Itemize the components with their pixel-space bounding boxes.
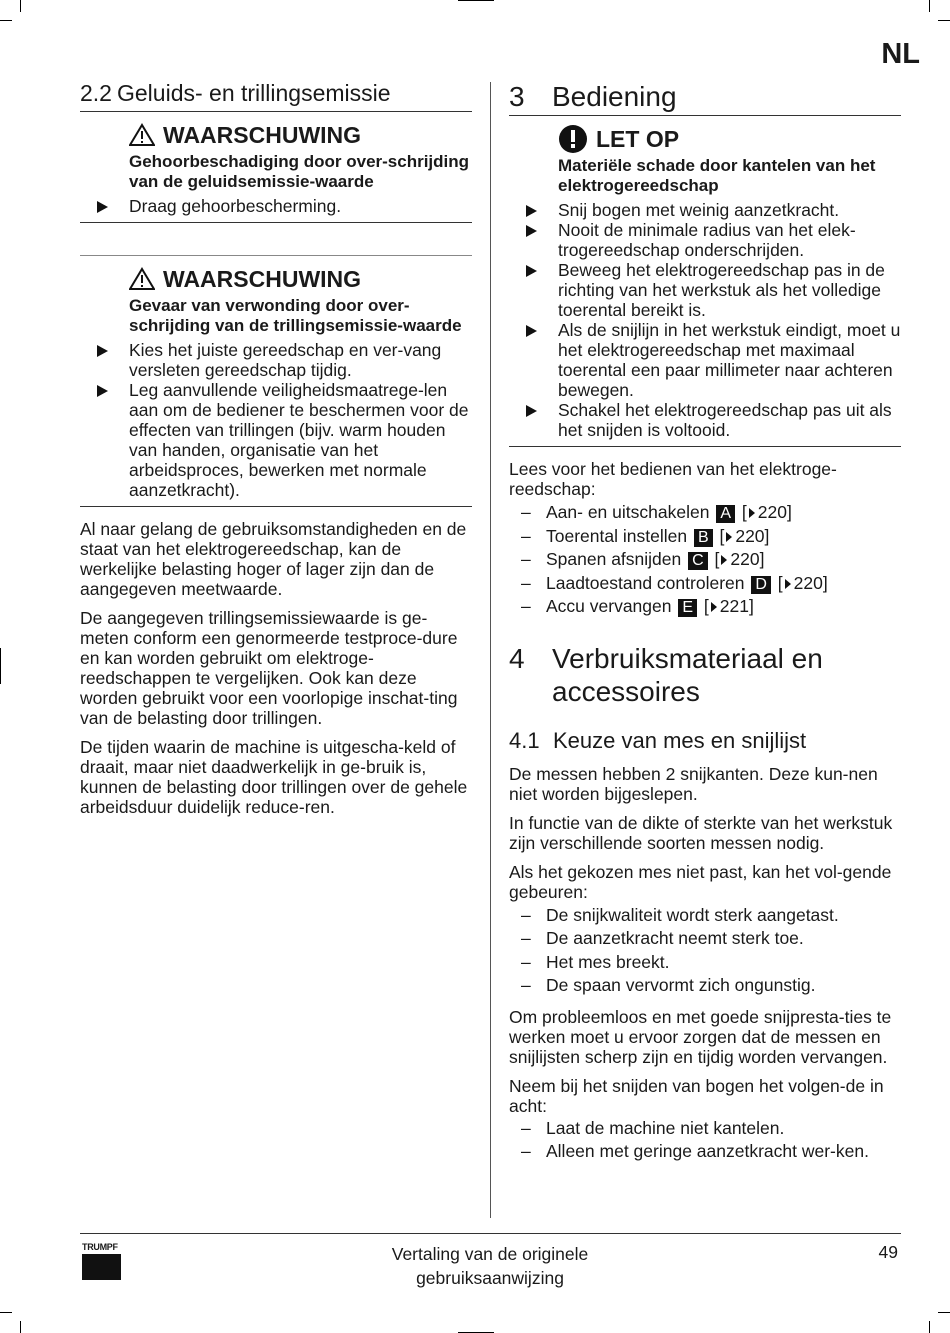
footer-rule <box>80 1233 901 1234</box>
section-number: 4.1 <box>509 727 540 753</box>
warning-title: WAARSCHUWING <box>163 121 362 148</box>
operations-list <box>509 501 901 619</box>
page-ref-arrow-icon <box>785 579 791 589</box>
list-item: – De aanzetkracht neemt sterk toe. <box>509 927 901 951</box>
crop-mark <box>929 0 930 12</box>
crop-mark <box>938 1312 950 1313</box>
page-ref-arrow-icon <box>726 532 732 542</box>
column-divider <box>490 82 491 1218</box>
warning-header <box>129 120 472 150</box>
list-item: – De snijkwaliteit wordt sterk aangetast. <box>509 904 901 928</box>
crop-mark <box>0 648 1 684</box>
page-ref-arrow-icon <box>749 508 755 518</box>
operation-item: – Accu vervangen E [ 221] <box>509 595 901 619</box>
figure-badge: E <box>678 599 697 617</box>
warning-steps <box>80 196 472 216</box>
list-item: – De spaan vervormt zich ongunstig. <box>509 974 901 998</box>
crop-mark <box>0 1312 12 1313</box>
section-heading-4 <box>509 642 901 710</box>
list-item: – Laat de machine niet kantelen. <box>509 1118 901 1138</box>
crop-mark <box>0 20 12 21</box>
crop-mark <box>938 20 950 21</box>
step-item: Schakel het elektrogereedschap pas uit als het snijden is voltooid. <box>509 400 901 440</box>
exclamation-circle-icon <box>558 124 588 154</box>
paragraph: De messen hebben 2 snijkanten. Deze kun-nen niet worden bijgeslepen. <box>509 763 878 804</box>
section-heading-2-2 <box>80 80 472 112</box>
section-heading-4-1 <box>509 728 901 754</box>
figure-badge: D <box>751 576 771 594</box>
operation-label: Spanen afsnijden <box>546 549 682 569</box>
notice-subtitle: Materiële schade door kantelen van het elektrogereedschap <box>558 156 876 195</box>
step-item: Leg aanvullende veiligheidsmaatrege-len aan om de bediener te beschermen voor de effecten van trillingen (bijv. warm houden van handen, organisatie van het arbeidsproces, bewerken met normale aanzetkracht). <box>80 380 472 500</box>
section-number: 2.2 <box>80 80 112 106</box>
page-ref-arrow-icon <box>721 555 727 565</box>
logo-block <box>82 1254 121 1280</box>
operation-item: – Laadtoestand controleren D [ 220] <box>509 572 901 596</box>
step-item: Als de snijlijn in het werkstuk eindigt, moet u het elektrogereedschap met maximaal toerental een paar millimeter naar achteren bewegen. <box>509 320 901 400</box>
section-title: Geluids- en trillingsemissie <box>117 80 391 106</box>
section-number: 4 <box>509 642 525 674</box>
paragraph-intro: Lees voor het bedienen van het elektroge-reedschap: <box>509 459 837 499</box>
crop-mark <box>20 0 21 12</box>
logo-wordmark: TRUMPF <box>82 1242 118 1252</box>
notice-box <box>509 116 901 447</box>
step-item: Beweeg het elektrogereedschap pas in de richting van het werkstuk als het volledige toerental bereikt is. <box>509 260 901 320</box>
operation-label: Accu vervangen <box>546 596 672 616</box>
crop-mark <box>929 1321 930 1333</box>
paragraph: De aangegeven trillingsemissiewaarde is ge-meten conform een genormeerde testproce-dure en kan worden gebruikt om elektroge-reedschappen te vergelijken. Ook kan deze worden gebruikt voor een voorlopige inschat-ting van de belasting door trillingen. <box>80 608 458 728</box>
warning-box-noise <box>80 112 472 223</box>
step-item: Kies het juiste gereedschap en ver-vang versleten gereedschap tijdig. <box>80 340 472 380</box>
warning-steps <box>80 340 472 500</box>
page-ref-link[interactable]: 220 <box>757 502 787 522</box>
footer-line-2: gebruiksaanwijzing <box>416 1268 564 1288</box>
notice-steps <box>509 200 901 440</box>
step-item: Snij bogen met weinig aanzetkracht. <box>509 200 901 220</box>
page-ref-link[interactable]: 220 <box>730 549 760 569</box>
paragraph: Neem bij het snijden van bogen het volgen-de in acht: <box>509 1075 884 1116</box>
notice-title: LET OP <box>596 125 680 152</box>
warning-triangle-icon <box>129 123 155 147</box>
page-ref-arrow-icon <box>711 602 717 612</box>
operation-item: – Aan- en uitschakelen A [ 220] <box>509 501 901 525</box>
paragraph: Als het gekozen mes niet past, kan het vol-gende gebeuren: <box>509 861 892 902</box>
operation-item: – Toerental instellen B [ 220] <box>509 525 901 549</box>
operation-item: – Spanen afsnijden C [ 220] <box>509 548 901 572</box>
list-item: – Alleen met geringe aanzetkracht wer-ken. <box>509 1141 901 1161</box>
figure-badge: B <box>694 529 713 547</box>
operation-label: Aan- en uitschakelen <box>546 502 710 522</box>
paragraph: In functie van de dikte of sterkte van het werkstuk zijn verschillende soorten messen nodig. <box>509 812 893 853</box>
warning-title: WAARSCHUWING <box>163 265 362 292</box>
paragraph: Al naar gelang de gebruiksomstandigheden en de staat van het elektrogereedschap, kan de werkelijke belasting hoger of lager zijn dan de aangegeven meetwaarde. <box>80 519 467 599</box>
section-title: Bediening <box>552 81 677 112</box>
footer-line-1: Vertaling van de originele <box>391 1244 589 1264</box>
section-number: 3 <box>509 81 525 112</box>
warning-header <box>129 264 472 294</box>
figure-badge: A <box>716 505 735 523</box>
effects-list <box>509 904 901 998</box>
left-column <box>80 80 472 826</box>
right-column <box>509 80 901 1170</box>
page-number: 49 <box>878 1242 898 1262</box>
trumpf-logo <box>82 1242 121 1280</box>
crop-mark <box>458 0 494 1</box>
list-item: – Het mes breekt. <box>509 951 901 975</box>
step-item: Nooit de minimale radius van het elek-trogereedschap onderschrijden. <box>509 220 901 260</box>
page-ref-link[interactable]: 220 <box>793 572 823 593</box>
section-heading-3 <box>509 80 901 116</box>
crop-mark <box>20 1321 21 1333</box>
paragraph: De tijden waarin de machine is uitgescha-keld of draait, maar niet daadwerkelijk in ge-bruik is, kunnen de belasting door trillingen over de gehele arbeidsduur duidelijk reduce-ren. <box>80 737 468 817</box>
operation-label: Laadtoestand controleren <box>546 572 745 593</box>
page-ref-link[interactable]: 220 <box>735 525 765 546</box>
warning-triangle-icon <box>129 267 155 291</box>
footer-caption <box>300 1242 680 1290</box>
warning-subtitle: Gevaar van verwonding door over-schrijding van de trillingsemissie-waarde <box>129 296 462 335</box>
step-item: Draag gehoorbescherming. <box>80 196 472 216</box>
notice-header <box>558 124 901 154</box>
language-code: NL <box>881 38 920 70</box>
bends-list <box>509 1118 901 1161</box>
operation-label: Toerental instellen <box>546 525 688 546</box>
section-title: Verbruiksmateriaal en accessoires <box>552 642 823 707</box>
page-ref-link[interactable]: 221 <box>719 596 749 616</box>
paragraph: Om probleemloos en met goede snijpresta-ties te werken moet u ervoor zorgen dat de messen en snijlijsten scherp zijn en tijdig worden vervangen. <box>509 1006 892 1067</box>
warning-box-vibration <box>80 255 472 507</box>
warning-subtitle: Gehoorbeschadiging door over-schrijding van de geluidsemissie-waarde <box>129 152 470 191</box>
section-title: Keuze van mes en snijlijst <box>553 727 807 753</box>
figure-badge: C <box>688 552 708 570</box>
